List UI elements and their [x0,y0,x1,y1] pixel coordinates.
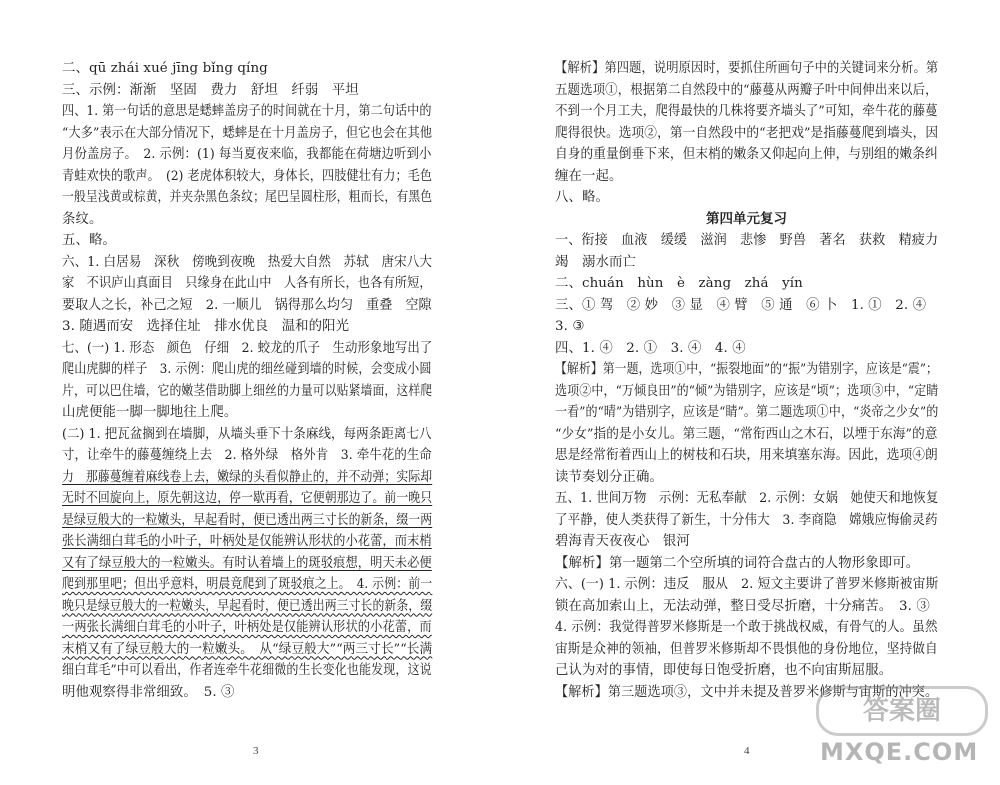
text-line: 一两张长满细白茸毛的小叶子，叶柄处是仅能辨认形状的小花蕾，而 [62,620,432,635]
text-line: 不到一个月工夫，爬得最快的几株将要齐墙头了”可知，牵牛花的藤蔓 [555,104,938,119]
text-line: 家 不识庐山真面目 只缘身在此山中 人各有所长，也各有所短， [62,276,432,291]
text-line: 末梢又有了绿豆般大的一粒嫩头。 从“绿豆般大”“两三寸长”“长满 [62,641,433,657]
text-line: 五、1. 世间万物 示例：无私奉献 2. 示例：女娲 她使天和地恢复 [555,491,939,506]
text-line: 宙斯是众神的领袖，但普罗米修斯却不畏惧他的身份地位，坚持做自 [555,641,938,657]
text-line: 3. ③ [555,319,585,334]
text-line: 二、qū zhái xué jīng bǐng qíng [62,61,268,76]
text-line: 要取人之长，补己之短 2. 一顺儿 锅得那么均匀 重叠 空隙 [62,297,432,313]
text-line: 缠在一起。 [555,168,623,184]
watermark-badge: 答案圈 [816,686,988,736]
text-line: 【解析】第一题第二个空所填的词符合盘古的人物形象即可。 [555,555,920,571]
text-line: 条纹。 [62,211,103,227]
text-line: 了平静，使人类获得了新生，十分伟大 3. 李商隐 嫦娥应悔偷灵药 [555,512,938,528]
text-line: 三、示例：渐渐 坚固 费力 舒坦 纤弱 平坦 [62,82,359,98]
text-line: 一般呈浅黄或棕黄，并夹杂黑色条纹；尾巴呈圆柱形，粗而长，有黑色 [62,190,433,205]
text-line: 是绿豆般大的一粒嫩头，早起看时，便已透出两三寸长的新条，缀一两 [62,512,433,528]
text-line: 选项②中，“万倾良田”的“倾”为错别字，应该是“顷”；选项③中，“定睛 [555,383,939,399]
text-line: 三、① 驾 ② 妙 ③ 显 ④ 臂 ⑤ 通 ⑥ 卜 1. ① 2. ④ [555,297,927,313]
text-line: 又有了绿豆般大的一粒嫩头。有时认着墙上的斑驳痕想，明天未必便 [62,555,432,571]
text-line: 读节奏划分正确。 [555,469,663,485]
text-line: 爬山虎脚的样子 3. 示例：爬山虎的细丝碰到墙的时候，会变成小圆 [62,362,432,377]
text-line: 晚只是绿豆般大的一粒嫩头，早起看时，便已透出两三寸长的新条，缀 [62,598,433,614]
text-line: 4. 示例：我觉得普罗米修斯是一个敢于挑战权威，有骨气的人。虽然 [555,620,938,635]
text-line: 己认为对的事情，即使每日饱受折磨，也不向宙斯屈服。 [555,663,893,678]
text-line: 二、chuán hùn è zàng zhá yín [555,276,803,291]
text-line: 自身的重量倒垂下来，但末梢的嫩条又仰起向上伸，与别组的嫩条纠 [555,147,938,162]
text-line: 碧海青天夜夜心 银河 [555,534,690,549]
text-line: 五题选项①，根据第二自然段中的“藤蔓从两瓣子叶中间伸出来以后， [555,82,938,98]
text-line: 月份盖房子。 2. 示例：(1) 每当夏夜来临，我都能在荷塘边听到小 [62,147,432,162]
text-line: 爬得很快。选项②，第一自然段中的“老把戏”是指藤蔓爬到墙头，因 [555,125,939,141]
text-line: 四、1. ④ 2. ① 3. ④ 4. ④ [555,340,746,356]
text-line: 思是经常衔着西山上的树枝和石块，用来填塞东海。因此，选项④朗 [555,448,938,463]
text-line: 一、衔接 血液 缓缓 滋润 悲惨 野兽 著名 获救 精疲力 [555,233,939,248]
text-line: “大多”表示在大部分情况下，蟋蟀是在十月盖房子，但它也会在其他 [62,125,433,141]
section-heading: 第四单元复习 [706,210,787,227]
right-page [555,58,938,703]
text-line: 七、(一) 1. 形态 颜色 仔细 2. 蛟龙的爪子 生动形象地写出了 [62,340,433,356]
text-line: 力 那藤蔓缠着麻线卷上去，嫩绿的头看似静止的，并不动弹；实际却 [62,469,433,485]
watermark-site-text: MXQE.COM [820,738,979,766]
text-line: 明他观察得非常细致。 5. ③ [62,684,235,700]
text-line: 寸，让牵牛的藤蔓缠绕上去 2. 格外绿 格外肯 3. 牵牛花的生命 [62,448,432,463]
text-line: 五、略。 [62,233,116,248]
text-line: 片，可以巴住墙，它的嫩茎借助脚上细丝的力量可以贴紧墙面，这样爬 [62,383,433,399]
text-line: 爬到那里吧；但出乎意料，明晨竟爬到了斑驳痕之上。 4. 示例：前一 [62,577,433,592]
text-line: 【解析】第三题选项③，文中并未提及普罗米修斯与宙斯的冲突。 [555,684,939,700]
left-page [62,58,432,703]
text-line: (二) 1. 把瓦盆搁到在墙脚，从墙头垂下十条麻线，每两条距离七八 [62,426,432,442]
text-line: 【解析】第四题，说明原因时，要抓住所画句子中的关键词来分析。第 [555,61,939,76]
text-line: 山虎便能一脚一脚地往上爬。 [62,405,238,420]
text-line: 张长满细白茸毛的小叶子，叶柄处是仅能辨认形状的小花蕾，而末梢 [62,534,432,549]
text-line: 细白茸毛”中可以看出，作者连牵牛花细微的生长变化也能发现，这说 [62,663,432,678]
text-line: 六、1. 白居易 深秋 傍晚到夜晚 热爱大自然 苏轼 唐宋八大 [62,254,433,270]
text-line: “少女”指的是小女儿。第三题，“常衔西山之木石，以堙于东海”的意 [555,426,938,442]
text-line: 六、(一) 1. 示例：违反 服从 2. 短文主要讲了普罗米修斯被宙斯 [555,577,939,592]
text-line: 四、1. 第一句话的意思是蟋蟀盖房子的时间就在十月，第二句话中的 [62,104,432,119]
text-line: 八、略。 [555,190,609,205]
page-number-left: 3 [253,745,259,757]
text-line: 锁在高加索山上，无法动弹，整日受尽折磨，十分痛苦。 3. ③ [555,598,930,614]
text-line: 3. 随遇而安 选择住址 排水优良 温和的阳光 [62,319,350,334]
text-line: 一看”的“晴”为错别字，应该是“睛”。第二题选项①中，“炎帝之少女”的 [555,405,939,420]
page-number-right: 4 [744,745,750,757]
text-line: 青蛙欢快的歌声。 (2) 老虎体积较大，身体长，四肢健壮有力；毛色 [62,168,433,184]
text-line: 【解析】第一题，选项①中，“振裂地面”的“振”为错别字，应该是“震”； [555,362,938,377]
text-line: 无时不回旋向上，原先朝这边，停一歇再看，它便朝那边了。前一晚只 [62,491,433,506]
text-line: 竭 溺水而亡 [555,254,636,270]
